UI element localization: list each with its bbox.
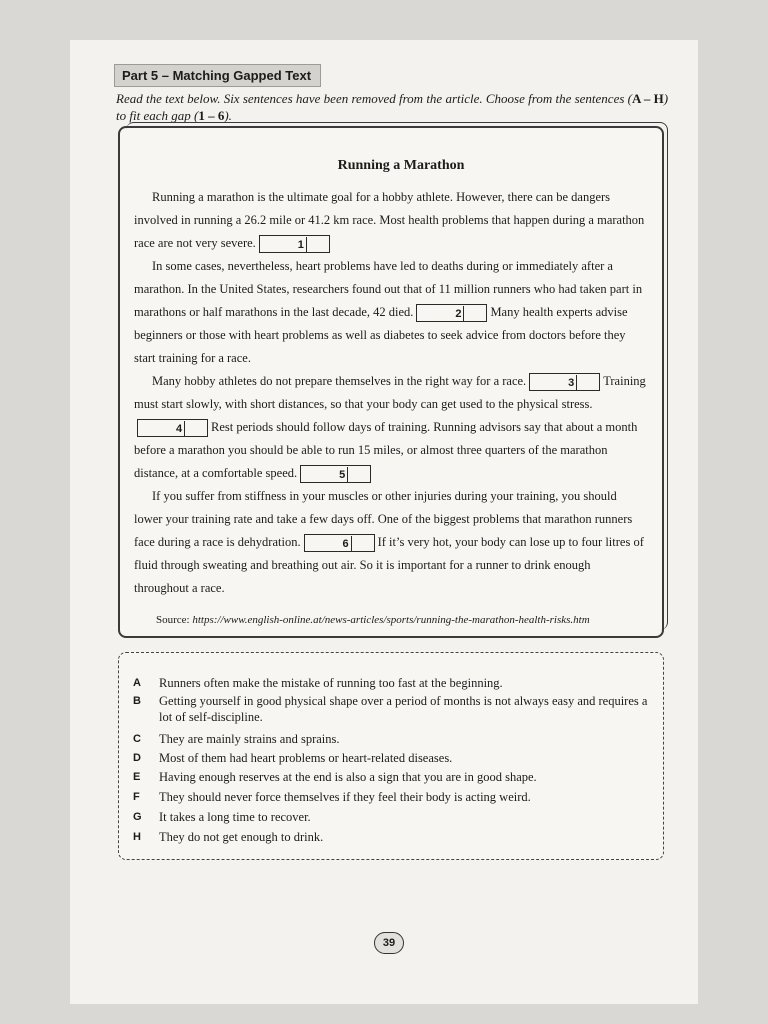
options-box	[118, 652, 664, 860]
gap-3-box[interactable]: 3	[529, 373, 600, 391]
page-number: 39	[374, 932, 404, 954]
article-title: Running a Marathon	[337, 158, 465, 173]
part-title: Part 5 – Matching Gapped Text	[114, 64, 321, 87]
gap-6-box[interactable]: 6	[304, 534, 375, 552]
paragraph-4: If you suffer from stiffness in your muscles or other injuries during your training, you should lower your training rate and take a few days off. One of the biggest problems that marathon runners face during a race is dehydration. 6 If it’s very hot, your body can lose up to four litres of fluid through sweating and breathing out air. So it is important for a runner to drink enough throughout a race.	[134, 489, 644, 595]
paragraph-2: In some cases, nevertheless, heart problems have led to deaths during or immediately after a marathon. In the United States, researchers found out that of 11 million runners who had taken part in marathons or half marathons in the last decade, 42 died. 2 Many health experts advise beginners or those with heart problems as well as diabetes to seek advice from doctors before they start training for a race.	[134, 259, 643, 365]
gap-2-box[interactable]: 2	[416, 304, 487, 322]
option-f: F They should never force themselves if they feel their body is acting weird.	[133, 790, 531, 804]
option-b: B Getting yourself in good physical shape over a period of months is not always easy and requires a lot of self-discipline.	[133, 694, 648, 724]
instructions: Read the text below. Six sentences have been removed from the article. Choose from the sentences (A – H) to fit each gap (1 – 6).	[116, 91, 669, 123]
workbook-page	[70, 40, 698, 1004]
option-h: H They do not get enough to drink.	[133, 830, 324, 844]
option-d: D Most of them had heart problems or heart-related diseases.	[133, 751, 453, 765]
gap-5-box[interactable]: 5	[300, 465, 371, 483]
option-a: A Runners often make the mistake of running too fast at the beginning.	[133, 676, 503, 690]
article-body	[134, 186, 646, 600]
paragraph-3: Many hobby athletes do not prepare themselves in the right way for a race. 3 Training must start slowly, with short distances, so that your body can get used to the physical stress.4 Rest periods should follow days of training. Running advisors say that about a month before a marathon you should be able to run 15 miles, or almost three quarters of the marathon distance, at a comfortable speed. 5	[134, 374, 646, 482]
source-line: Source: https://www.english-online.at/news-articles/sports/running-the-marathon-health-risks.htm	[156, 614, 590, 626]
paragraph-1: Running a marathon is the ultimate goal for a hobby athlete. However, there can be dangers involved in running a 26.2 mile or 41.2 km race. Most health problems that happen during a marathon race are not very severe. 1	[134, 190, 645, 252]
gap-1-box[interactable]: 1	[259, 235, 330, 253]
article-box	[118, 126, 664, 638]
gap-4-box[interactable]: 4	[137, 419, 208, 437]
option-e: E Having enough reserves at the end is also a sign that you are in good shape.	[133, 770, 537, 784]
option-c: C They are mainly strains and sprains.	[133, 732, 340, 746]
option-g: G It takes a long time to recover.	[133, 810, 311, 824]
source-url: https://www.english-online.at/news-articles/sports/running-the-marathon-health-risks.htm	[192, 614, 590, 626]
